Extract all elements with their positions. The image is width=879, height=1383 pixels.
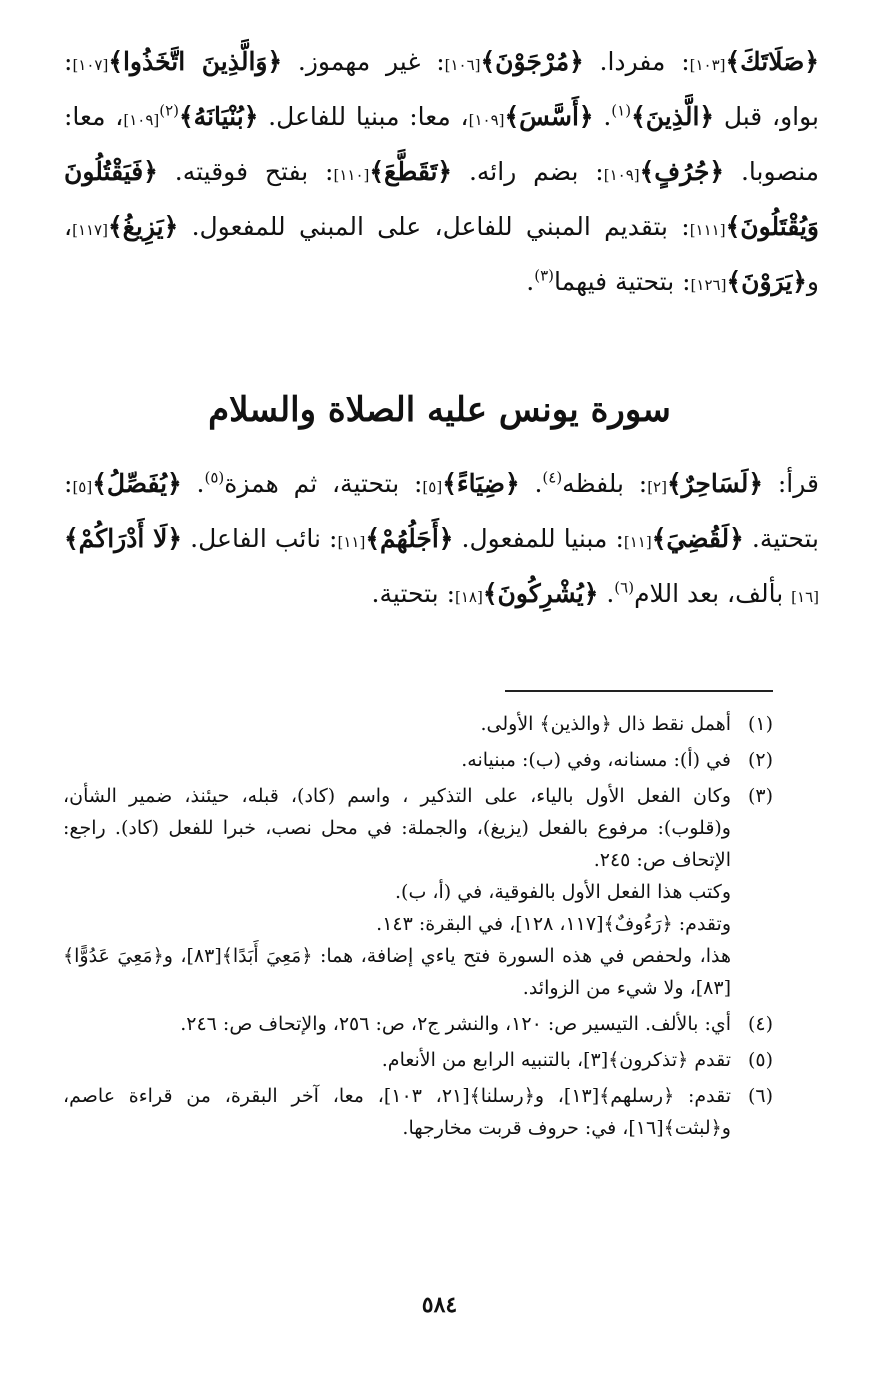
commentary-text: . (593, 102, 612, 131)
quran-word: ﴿لَا أَدْرَاكُمْ﴾ (64, 524, 183, 553)
page-number: ٥٨٤ (421, 1292, 458, 1318)
commentary-text: : بتقديم المبني للفاعل، على المبني للمفعول. (178, 212, 690, 241)
commentary-text: : بتحتية، ثم همزة (224, 469, 423, 498)
main-paragraph (64, 36, 819, 311)
commentary-text: : مفردا. (583, 47, 690, 76)
quran-word: ﴿يَزِيغُ﴾ (107, 212, 179, 241)
commentary-text: . (181, 469, 205, 498)
footnote-text: وكتب هذا الفعل الأول بالفوقية، في (أ، ب). (395, 881, 731, 903)
footnote-marker: (٢) (159, 101, 180, 120)
commentary-text: ، معا: منصوبا. (64, 102, 819, 186)
footnote-text: تقدم: ﴿رسلهم﴾[١٣]، و﴿رسلنا﴾[٢١، ١٠٣]، معا، آخر البقرة، من قراءة عاصم، و﴿لبثت﴾[١٦]، في: حروف قربت مخارجها. (63, 1085, 732, 1139)
footnote-6 (63, 1080, 773, 1144)
verse-ref: [٥] (72, 478, 93, 496)
footnote-marker: (٥) (204, 468, 225, 487)
quran-word: ﴿الَّذِينَ﴾ (631, 102, 715, 131)
footnote-3 (63, 780, 773, 1004)
commentary-text: . (598, 579, 615, 608)
commentary-text: : بواو، قبل (64, 47, 819, 131)
quran-word: ﴿مُرْجَوْنَ﴾ (480, 47, 584, 76)
verse-ref: [١٠٩] (468, 111, 505, 129)
commentary-text: : بفتح فوقيته. (157, 157, 334, 186)
footnote-marker: (١) (611, 101, 632, 120)
quran-word: ﴿صَلَاتَكَ﴾ (725, 47, 819, 76)
verse-ref: [١١٠] (333, 166, 370, 184)
commentary-text: : مبنيا للمفعول. (453, 524, 624, 553)
commentary-text: قرأ: (763, 469, 819, 498)
footnote-number: (٢) (747, 749, 773, 771)
verse-ref: [١٠٣] (689, 56, 726, 74)
footnote-text: في (أ): مسنانه، وفي (ب): مبنيانه. (461, 749, 731, 771)
verse-ref: [١٨] (455, 588, 483, 606)
commentary-text: بألف، بعد اللام (634, 579, 792, 608)
quran-word: ﴿يُفَصِّلُ﴾ (92, 469, 182, 498)
verse-ref: [١٠٩] (123, 111, 160, 129)
verse-ref: [١٠٧] (72, 56, 109, 74)
commentary-text: . (526, 267, 535, 296)
footnote-1 (63, 708, 773, 740)
footnote-text: أي: بالألف. التيسير ص: ١٢٠، والنشر ج٢، ص: ٢٥٦، والإتحاف ص: ٢٤٦. (180, 1013, 731, 1035)
quran-word: ﴿أَسَّسَ﴾ (504, 102, 594, 131)
commentary-text: ، و (64, 212, 819, 296)
verse-ref: [١٢٦] (690, 276, 727, 294)
footnote-text: تقدم ﴿تذكرون﴾[٣]، بالتنبيه الرابع من الأنعام. (381, 1049, 731, 1071)
verse-ref: [١١] (337, 533, 366, 551)
verse-ref: [١٦] (791, 588, 819, 606)
commentary-text: : بتحتية. (371, 579, 455, 608)
footnote-text: هذا، ولحفص في هذه السورة فتح ياءي إضافة، هما: ﴿مَعِيَ أَبَدًا﴾[٨٣]، و﴿مَعِيَ عَدُوًّا﴾[٨٣]، ولا شيء من الزوائد. (63, 945, 731, 999)
footnote-2 (63, 744, 773, 776)
commentary-text: : نائب الفاعل. (182, 524, 338, 553)
quran-word: ﴿بُنْيَانَهُ﴾ (179, 102, 259, 131)
footnote-marker: (٤) (542, 468, 563, 487)
quran-word: ﴿جُرُفٍ﴾ (639, 157, 725, 186)
surah-paragraph (64, 458, 819, 623)
quran-word: ﴿تَقَطَّعَ﴾ (369, 157, 453, 186)
footnotes (63, 708, 773, 1148)
commentary-text: . (519, 469, 543, 498)
footnote-number: (٤) (747, 1013, 773, 1035)
quran-word: ﴿يُشْرِكُونَ﴾ (482, 579, 599, 608)
quran-word: ﴿لَسَاحِرٌ﴾ (666, 469, 764, 498)
quran-word: ﴿فَيَقْتُلُونَ وَيُقْتَلُونَ﴾ (64, 157, 819, 241)
footnote-marker: (٦) (614, 578, 635, 597)
commentary-text: : بلفظه (562, 469, 648, 498)
footnote-text: أهمل نقط ذال ﴿والذين﴾ الأولى. (480, 713, 731, 735)
footnote-text: وكان الفعل الأول بالياء، على التذكير ، واسم (كاد)، قبله، حيئنذ، ضمير الشأن، و(قلوب): مرفوع بالفعل (يزيغ)، والجملة: في محل نصب، خبرا للفعل (كاد). راجع: الإتحاف ص: ٢٤٥. (63, 785, 731, 871)
verse-ref: [١١] (623, 533, 652, 551)
verse-ref: [١٠٩] (603, 166, 640, 184)
quran-word: ﴿ضِيَاءً﴾ (442, 469, 520, 498)
footnote-marker: (٣) (534, 266, 554, 285)
footnote-divider (505, 690, 773, 692)
commentary-text: : بضم رائه. (452, 157, 604, 186)
verse-ref: [١٠٦] (444, 56, 481, 74)
quran-word: ﴿وَالَّذِينَ اتَّخَذُوا﴾ (108, 47, 283, 76)
verse-ref: [٥] (422, 478, 443, 496)
commentary-text: ، معا: مبنيا للفاعل. (258, 102, 469, 131)
footnote-number: (١) (747, 713, 773, 735)
footnote-4 (63, 1008, 773, 1040)
verse-ref: [١١٧] (72, 221, 108, 239)
surah-title: سورة يونس عليه الصلاة والسلام (208, 390, 671, 430)
commentary-text: : بتحتية. (64, 469, 819, 553)
quran-word: ﴿أَجَلُهُمْ﴾ (365, 524, 454, 553)
footnote-text: وتقدم: ﴿رَءُوفٌ﴾[١١٧، ١٢٨]، في البقرة: ١٤٣. (376, 913, 731, 935)
footnote-number: (٣) (747, 785, 773, 807)
footnote-number: (٦) (747, 1085, 773, 1107)
verse-ref: [٢] (647, 478, 667, 496)
quran-word: ﴿لَقُضِيَ﴾ (651, 524, 744, 553)
footnote-number: (٥) (747, 1049, 773, 1071)
commentary-text: : بتحتية فيهما (554, 267, 691, 296)
verse-ref: [١١١] (689, 221, 726, 239)
quran-word: ﴿يَرَوْنَ﴾ (726, 267, 807, 296)
footnote-5 (63, 1044, 773, 1076)
commentary-text: : غير مهموز. (282, 47, 445, 76)
